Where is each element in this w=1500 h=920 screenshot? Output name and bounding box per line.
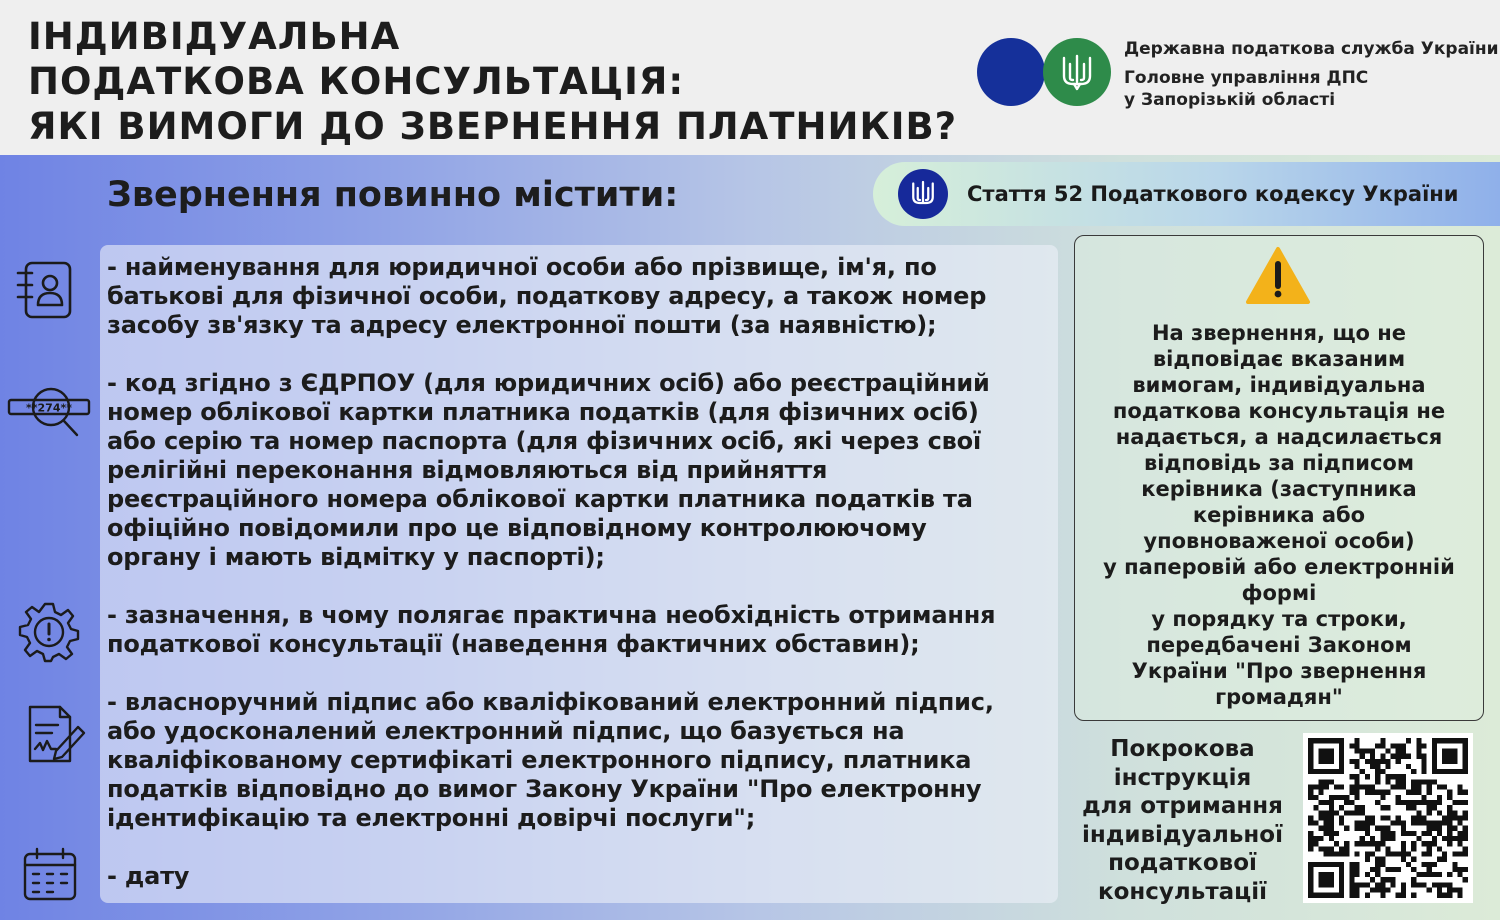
- trident-icon: [1060, 52, 1094, 92]
- title-line-2: ПОДАТКОВА КОНСУЛЬТАЦІЯ:: [28, 60, 685, 103]
- requirement-item: - найменування для юридичної особи або прізвище, ім'я, по батькові для фізичної особи, податкову адресу, а також номер засобу зв'язку та адресу електронної пошти (за наявністю);: [107, 253, 987, 339]
- org-line-3: у Запорізькій області: [1124, 90, 1336, 110]
- qr-modules: [1308, 738, 1468, 898]
- code-search-icon: [5, 383, 93, 439]
- main-section: [0, 155, 1500, 920]
- signed-document-icon: [26, 703, 88, 765]
- logo-blue-circle: [977, 38, 1045, 106]
- org-line-1: Державна податкова служба України: [1124, 39, 1499, 59]
- title-line-1: ІНДИВІДУАЛЬНА: [28, 15, 401, 58]
- warning-text: На звернення, що не відповідає вказаним вимогам, індивідуальна податкова консультація не надається, а надсилається відповідь за підписом керівника (заступника керівника або уповноваженої особи) у паперовій або електронній формі у порядку та строки, передбачені Законом України "Про звернення громадян": [1103, 321, 1455, 709]
- article-reference: Стаття 52 Податкового кодексу України: [967, 182, 1459, 206]
- requirement-item: - дату: [107, 862, 190, 890]
- calendar-icon: [22, 846, 78, 902]
- org-line-2: Головне управління ДПС: [1124, 68, 1369, 88]
- requirement-item: - власноручний підпис або кваліфікований електронний підпис, або удосконалений електронний підпис, що базується на кваліфікованому сертифікаті електронного підпису, платника податків відповідно до вимог Закону України "Про електронну ідентифікацію та електронні довірчі послуги";: [107, 688, 994, 832]
- warning-box: [1074, 235, 1484, 721]
- gear-alert-icon: [18, 601, 80, 663]
- trident-badge-icon: [898, 169, 948, 219]
- warning-icon: [1245, 246, 1311, 306]
- requirement-item: - зазначення, в чому полягає практична необхідність отримання податкової консультації (наведення фактичних обставин);: [107, 601, 996, 658]
- requirement-item: - код згідно з ЄДРПОУ (для юридичних осіб) або реєстраційний номер облікової картки платника податків (для фізичних осіб) або серію та номер паспорта (для фізичних осіб, які через свої релігійні переконання відмовляються від прийняття реєстраційного номера облікової картки платника податків та офіційно повідомили про це відповідному контролюючому органу і мають відмітку у паспорті);: [107, 369, 990, 571]
- contact-book-icon: [14, 259, 76, 321]
- code-search-label: **274**: [26, 401, 72, 415]
- page-title: [28, 14, 957, 149]
- article-banner: [873, 162, 1500, 226]
- guide-text: Покрокова інструкція для отримання індивідуальної податкової консультації: [1082, 736, 1283, 905]
- header: [0, 0, 1500, 155]
- subtitle: Звернення повинно містити:: [107, 175, 679, 215]
- title-line-3: ЯКІ ВИМОГИ ДО ЗВЕРНЕННЯ ПЛАТНИКІВ?: [28, 105, 958, 148]
- organization-name: [1124, 38, 1499, 111]
- requirements-panel: [100, 245, 1058, 903]
- qr-code[interactable]: [1303, 733, 1473, 903]
